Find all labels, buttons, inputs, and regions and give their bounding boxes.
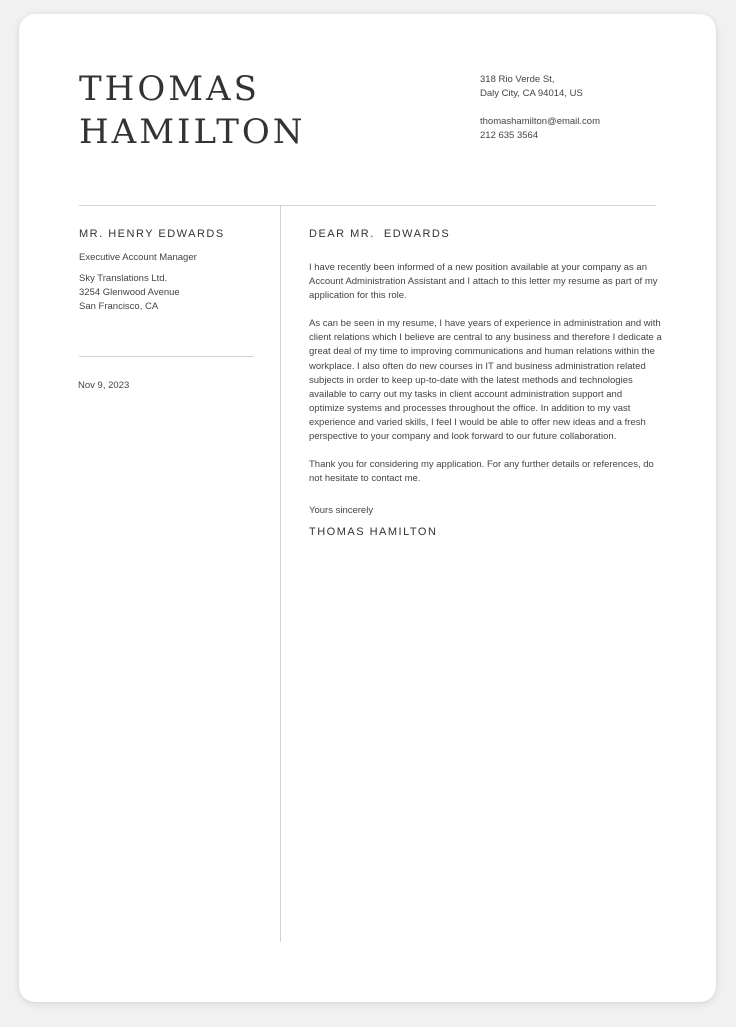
salutation: DEAR MR. EDWARDS bbox=[309, 228, 451, 240]
signature: THOMAS HAMILTON bbox=[309, 526, 438, 538]
paragraph bbox=[309, 317, 662, 444]
paragraph bbox=[309, 261, 659, 303]
closing: Yours sincerely bbox=[309, 505, 374, 516]
recipient-street: 3254 Glenwood Avenue bbox=[79, 287, 180, 298]
sender-email: thomashamilton@email.com bbox=[480, 116, 600, 127]
sender-address-line2: Daly City, CA 94014, US bbox=[480, 88, 583, 99]
text-line: subjects in order to keep up-to-date with the latest methods and technologies bbox=[309, 374, 633, 386]
letter-date: Nov 9, 2023 bbox=[78, 380, 130, 391]
text-line: not hesitate to contact me. bbox=[309, 473, 421, 485]
sender-address-line1: 318 Rio Verde St, bbox=[480, 74, 555, 85]
text-line: perspective to your company and look forward to our future collaboration. bbox=[309, 431, 617, 443]
recipient-title: Executive Account Manager bbox=[79, 252, 197, 263]
header-divider bbox=[79, 205, 656, 206]
text-line: workplace. I also often do new courses in IT and business administration related bbox=[309, 360, 646, 372]
text-line: I have recently been informed of a new position available at your company as an bbox=[309, 262, 647, 273]
text-line: Account Administration Assistant and I attach to this letter my resume as part of my bbox=[309, 276, 658, 288]
letter-page bbox=[19, 14, 716, 1002]
text-line: optimize systems and processes throughout the office. In addition to my vast bbox=[309, 402, 631, 414]
sidebar-divider bbox=[79, 356, 254, 357]
column-divider bbox=[280, 205, 281, 942]
sender-first-name: THOMAS bbox=[79, 69, 260, 109]
paragraph bbox=[309, 458, 659, 486]
text-line: available to carry out my tasks in client account administration support and bbox=[309, 388, 623, 400]
text-line: client relations which I believe are central to any business and therefore I dedicate a bbox=[309, 332, 662, 344]
text-line: Thank you for considering my application. For any further details or references, do bbox=[309, 459, 654, 471]
text-line: As can be seen in my resume, I have years of experience in administration and with bbox=[309, 318, 661, 330]
sender-name bbox=[79, 68, 306, 154]
recipient-name: MR. HENRY EDWARDS bbox=[79, 228, 225, 240]
text-line: application for this role. bbox=[309, 290, 407, 302]
letter-body bbox=[309, 261, 662, 486]
recipient-city: San Francisco, CA bbox=[79, 301, 159, 312]
recipient-address bbox=[79, 272, 180, 314]
sender-contact bbox=[480, 73, 600, 143]
sender-last-name: HAMILTON bbox=[79, 112, 306, 152]
recipient-company: Sky Translations Ltd. bbox=[79, 273, 168, 284]
text-line: experience and varied skills, I feel I would be able to offer new ideas and a fresh bbox=[309, 416, 646, 428]
sender-phone: 212 635 3564 bbox=[480, 130, 539, 141]
text-line: great deal of my time to improving communications and human relations within the bbox=[309, 346, 655, 358]
